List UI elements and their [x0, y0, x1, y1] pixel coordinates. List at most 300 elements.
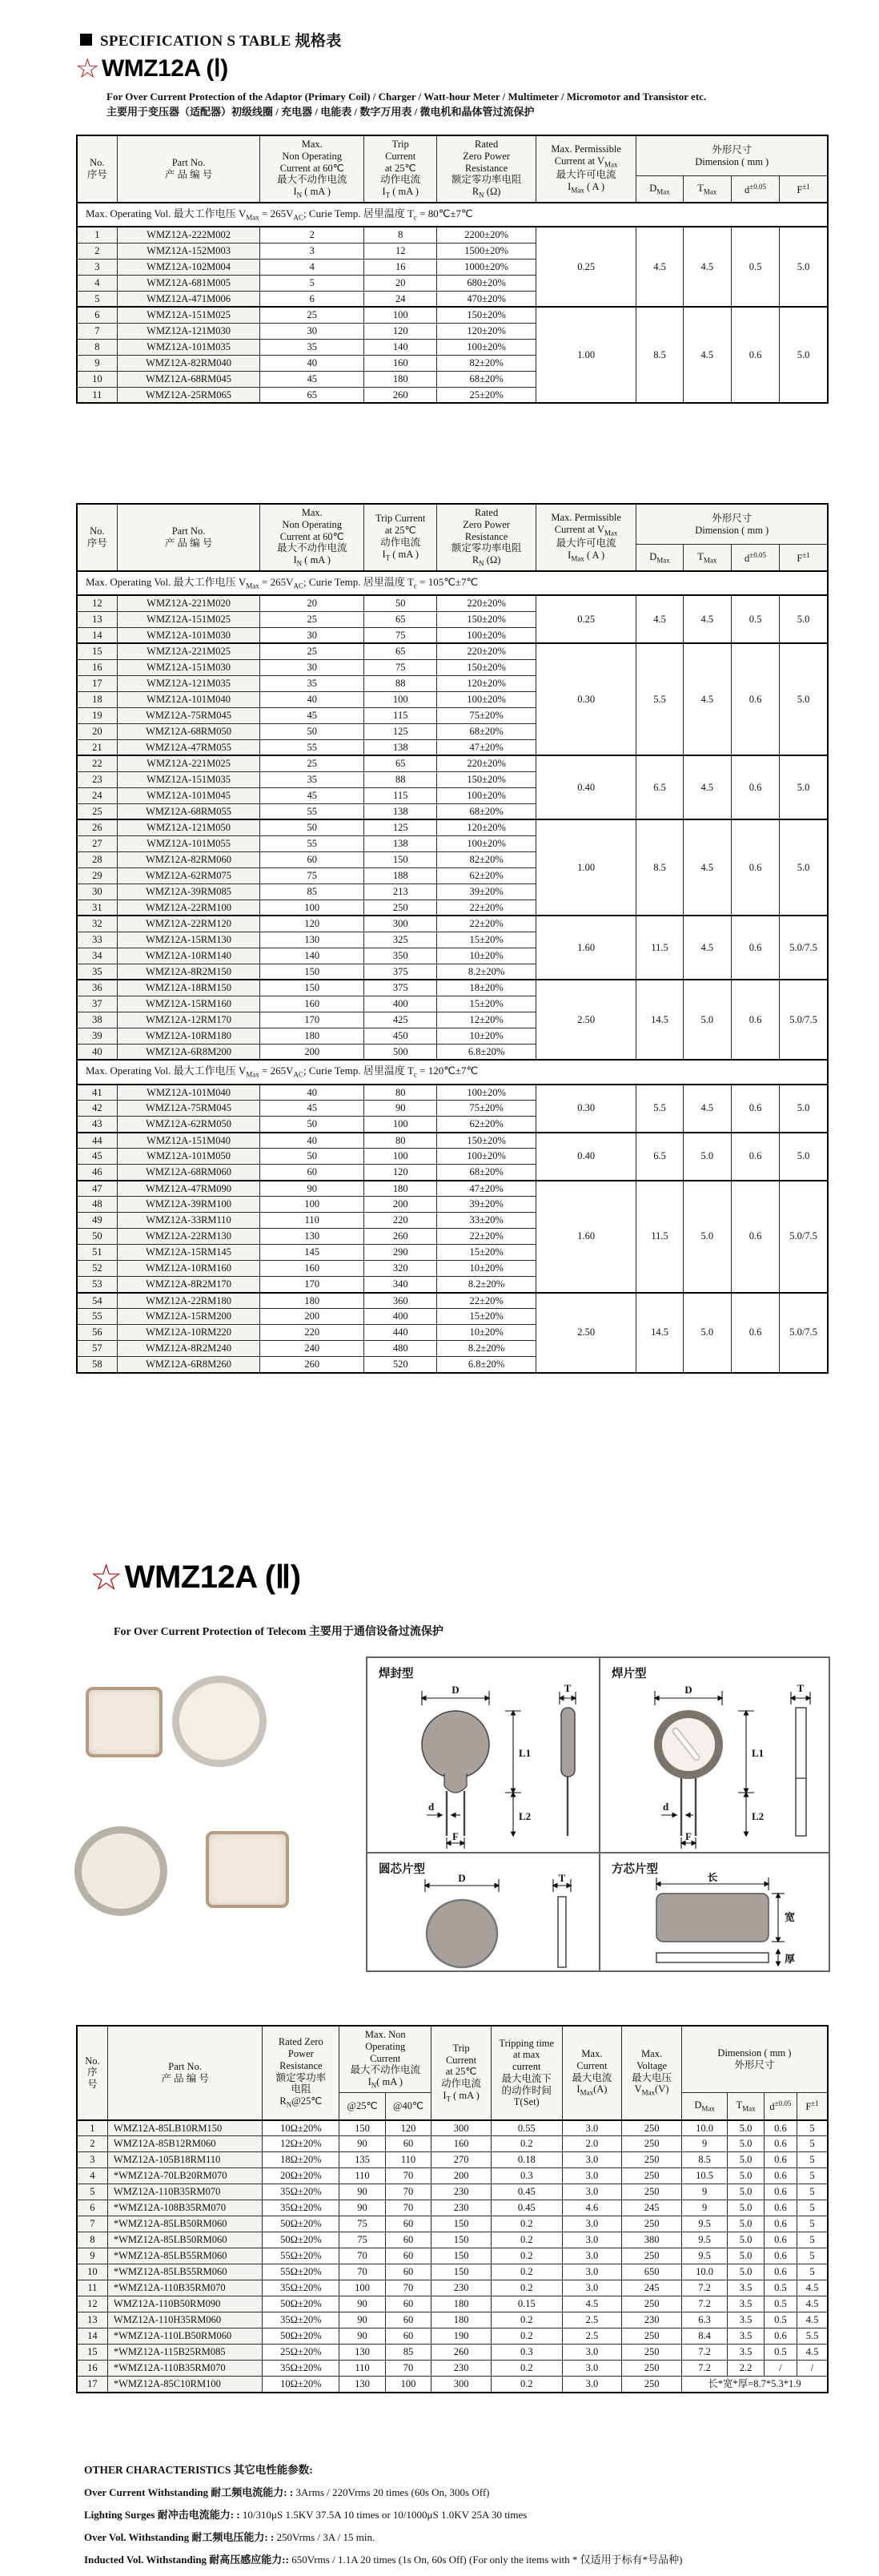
cell-imax: 0.25	[536, 595, 636, 643]
cell-tmax: 5.0	[728, 2136, 764, 2152]
cell-rn: 100±20%	[437, 787, 536, 803]
section2-description: For Over Current Protection of Telecom 主要用于通信设备过流保护	[114, 1626, 444, 1638]
cell-no: 28	[77, 851, 117, 867]
spec-row	[77, 2136, 828, 2152]
cell-f: 5.0	[780, 307, 828, 403]
cell-in: 30	[260, 659, 364, 675]
cell-part-no: WMZ12A-152M003	[117, 243, 260, 259]
cell-rn: 25Ω±20%	[263, 2345, 339, 2361]
header-in: Max. Non Operating Current at 60℃ 最大不动作电流 $I_N$ ( mA )	[260, 135, 364, 203]
cell-tset: 0.2	[491, 2216, 562, 2232]
cell-no: 15	[77, 643, 117, 659]
cell-no: 34	[77, 948, 117, 964]
cell-f: 5	[797, 2232, 828, 2248]
cell-imax: 3.0	[562, 2168, 622, 2184]
cell-imax: 3.0	[562, 2248, 622, 2264]
cell-tmax: 5.0	[728, 2248, 764, 2264]
header-dmax: $D_{Max}$	[636, 545, 683, 572]
svg-text:厚: 厚	[785, 1953, 796, 1965]
cell-no: 43	[77, 1117, 117, 1133]
cell-no: 6	[77, 2200, 107, 2216]
header-part: Part No. 产 品 编 号	[117, 135, 260, 203]
cell-in: 110	[260, 1213, 364, 1229]
cell-imax: 3.0	[562, 2345, 622, 2361]
cell-it: 150	[431, 2264, 492, 2280]
svg-text:L2: L2	[752, 1810, 765, 1822]
svg-text:L1: L1	[752, 1747, 765, 1759]
cell-part-no: *WMZ12A-110B35RM070	[107, 2280, 263, 2296]
cell-d: /	[764, 2361, 797, 2377]
cell-part-no: WMZ12A-22RM120	[117, 916, 260, 932]
cell-tset: 0.15	[491, 2296, 562, 2312]
cell-in25: 90	[339, 2136, 385, 2152]
cell-dmax: 8.4	[681, 2328, 727, 2345]
cell-in40: 60	[385, 2296, 431, 2312]
cell-vmax: 250	[622, 2296, 682, 2312]
cell-part-no: WMZ12A-62RM050	[117, 1117, 260, 1133]
cell-it: 75	[364, 659, 437, 675]
header-d: $d^{\pm 0.05}$	[731, 545, 779, 572]
cell-no: 13	[77, 2312, 107, 2328]
cell-vmax: 250	[622, 2248, 682, 2264]
cell-in: 100	[260, 1197, 364, 1213]
cell-rn: 68±20%	[437, 1165, 536, 1181]
cell-dmax: 9.5	[681, 2232, 727, 2248]
header-tmax: $T_{Max}$	[683, 545, 731, 572]
spec-row	[77, 1085, 828, 1101]
cell-part-no: WMZ12A-151M040	[117, 1133, 260, 1149]
cell-in: 160	[260, 996, 364, 1012]
cell-in: 180	[260, 1028, 364, 1044]
cell-tset: 0.45	[491, 2184, 562, 2200]
cell-no: 1	[77, 2120, 107, 2136]
cell-no: 12	[77, 595, 117, 611]
cell-dimension-merged: 长*宽*厚=8.7*5.3*1.9	[681, 2377, 828, 2393]
cell-in: 130	[260, 1229, 364, 1245]
cell-in: 25	[260, 643, 364, 659]
cell-imax: 4.6	[562, 2200, 622, 2216]
cell-it: 115	[364, 787, 437, 803]
cell-in40: 60	[385, 2136, 431, 2152]
cell-in40: 70	[385, 2168, 431, 2184]
cell-in: 85	[260, 883, 364, 900]
cell-it: 200	[364, 1197, 437, 1213]
cell-it: 150	[431, 2216, 492, 2232]
cell-imax: 0.30	[536, 1085, 636, 1133]
cell-in: 65	[260, 387, 364, 403]
cell-tmax: 2.2	[728, 2361, 764, 2377]
characteristic-line: Lighting Surges 耐冲击电流能力: : 10/310μS 1.5KV 37.5A 10 times or 10/1000μS 1.0KV 25A 30 times	[84, 2509, 528, 2521]
cell-no: 23	[77, 771, 117, 787]
cell-tmax: 5.0	[683, 1293, 731, 1373]
cell-tmax: 3.5	[728, 2328, 764, 2345]
cell-rn: 10Ω±20%	[263, 2377, 339, 2393]
cell-part-no: WMZ12A-6R8M200	[117, 1044, 260, 1060]
cell-imax: 3.0	[562, 2216, 622, 2232]
cell-part-no: WMZ12A-110H35RM060	[107, 2312, 263, 2328]
cell-no: 2	[77, 243, 117, 259]
cell-no: 5	[77, 2184, 107, 2200]
cell-it: 90	[364, 1101, 437, 1117]
cell-it: 230	[431, 2200, 492, 2216]
cell-rn: 150±20%	[437, 1133, 536, 1149]
cell-dmax: 7.2	[681, 2345, 727, 2361]
cell-rn: 10Ω±20%	[263, 2120, 339, 2136]
cell-part-no: *WMZ12A-108B35RM070	[107, 2200, 263, 2216]
cell-part-no: *WMZ12A-110B35RM070	[107, 2361, 263, 2377]
cell-no: 26	[77, 819, 117, 835]
diagram-label: 焊片型	[612, 1668, 647, 1680]
cell-no: 22	[77, 755, 117, 771]
operating-condition: Max. Operating Vol. 最大工作电压 $V_{Max} = 265V_{AC}$; Curie Temp. 居里温度 $T_c$ = 120℃±7℃	[77, 1060, 828, 1084]
cell-it: 375	[364, 980, 437, 996]
cell-rn: 2200±20%	[437, 227, 536, 243]
cell-no: 16	[77, 2361, 107, 2377]
operating-condition-row	[77, 1060, 828, 1084]
cell-imax: 1.00	[536, 307, 636, 403]
cell-in: 160	[260, 1261, 364, 1277]
cell-in: 3	[260, 243, 364, 259]
cell-rn: 20Ω±20%	[263, 2168, 339, 2184]
cell-tset: 0.3	[491, 2168, 562, 2184]
cell-it: 160	[431, 2136, 492, 2152]
cell-in25: 150	[339, 2120, 385, 2136]
cell-it: 8	[364, 227, 437, 243]
cell-part-no: WMZ12A-12RM170	[117, 1012, 260, 1028]
cell-part-no: WMZ12A-15RM130	[117, 932, 260, 948]
cell-rn: 35Ω±20%	[263, 2280, 339, 2296]
cell-part-no: WMZ12A-8R2M240	[117, 1341, 260, 1357]
cell-no: 2	[77, 2136, 107, 2152]
cell-part-no: WMZ12A-222M002	[117, 227, 260, 243]
cell-it: 260	[364, 1229, 437, 1245]
cell-tmax: 5.0	[728, 2232, 764, 2248]
cell-no: 3	[77, 259, 117, 275]
cell-dmax: 9.5	[681, 2248, 727, 2264]
spec-row	[77, 2345, 828, 2361]
cell-no: 3	[77, 2152, 107, 2168]
spec-row	[77, 2168, 828, 2184]
cell-part-no: *WMZ12A-85LB50RM060	[107, 2216, 263, 2232]
cell-rn: 50Ω±20%	[263, 2328, 339, 2345]
spec-row	[77, 2248, 828, 2264]
cell-part-no: WMZ12A-110B35RM070	[107, 2184, 263, 2200]
header-tmax: $T_{Max}$	[683, 176, 731, 203]
cell-in: 120	[260, 916, 364, 932]
cell-in25: 90	[339, 2296, 385, 2312]
cell-no: 27	[77, 835, 117, 851]
cell-part-no: WMZ12A-221M025	[117, 755, 260, 771]
cell-part-no: WMZ12A-68RM045	[117, 371, 260, 387]
cell-it: 120	[364, 323, 437, 339]
cell-it: 65	[364, 755, 437, 771]
cell-in: 200	[260, 1309, 364, 1325]
cell-it: 325	[364, 932, 437, 948]
header-dimension: 外形尺寸 Dimension ( mm )	[636, 135, 828, 176]
cell-it: 180	[431, 2296, 492, 2312]
cell-in25: 110	[339, 2168, 385, 2184]
cell-in40: 60	[385, 2216, 431, 2232]
cell-vmax: 250	[622, 2120, 682, 2136]
cell-f: 5.0/7.5	[780, 1293, 828, 1373]
cell-it: 138	[364, 835, 437, 851]
cell-in: 220	[260, 1325, 364, 1341]
cell-in: 35	[260, 339, 364, 355]
diagram-label: 焊封型	[379, 1668, 414, 1680]
cell-tmax: 5.0	[683, 980, 731, 1060]
cell-part-no: WMZ12A-151M025	[117, 307, 260, 323]
cell-f: 4.5	[797, 2345, 828, 2361]
cell-part-no: *WMZ12A-85LB50RM060	[107, 2232, 263, 2248]
cell-dmax: 8.5	[681, 2152, 727, 2168]
cell-vmax: 250	[622, 2184, 682, 2200]
cell-dmax: 10.5	[681, 2168, 727, 2184]
cell-part-no: WMZ12A-68RM060	[117, 1165, 260, 1181]
cell-rn: 68±20%	[437, 723, 536, 739]
operating-condition: Max. Operating Vol. 最大工作电压 $V_{Max} = 265V_{AC}$; Curie Temp. 居里温度 $T_c$ = 105℃±7℃	[77, 571, 828, 595]
cell-vmax: 250	[622, 2345, 682, 2361]
svg-text:F: F	[452, 1830, 459, 1842]
cell-in: 170	[260, 1277, 364, 1293]
cell-part-no: WMZ12A-8R2M150	[117, 964, 260, 980]
cell-in: 55	[260, 739, 364, 755]
cell-it: 150	[431, 2248, 492, 2264]
cell-in25: 75	[339, 2232, 385, 2248]
svg-text:F: F	[685, 1830, 692, 1842]
cell-dmax: 10.0	[681, 2120, 727, 2136]
cell-part-no: WMZ12A-68RM050	[117, 723, 260, 739]
spec-row	[77, 595, 828, 611]
cell-it: 180	[364, 371, 437, 387]
other-characteristics	[84, 2461, 821, 2574]
header-imax: Max. Permissible Current at $V_{Max}$ 最大许可电流 $I_{Max}$ ( A )	[536, 135, 636, 203]
cell-no: 10	[77, 371, 117, 387]
cell-part-no: *WMZ12A-85LB55RM060	[107, 2264, 263, 2280]
cell-dmax: 7.2	[681, 2280, 727, 2296]
cell-d: 0.6	[764, 2120, 797, 2136]
page-title	[80, 29, 342, 50]
header-it: Trip Current at 25℃ 动作电流 $I_T$ ( mA )	[431, 2026, 492, 2120]
cell-rn: 15±20%	[437, 1309, 536, 1325]
cell-d: 0.5	[764, 2312, 797, 2328]
cell-rn: 100±20%	[437, 835, 536, 851]
cell-tset: 0.2	[491, 2280, 562, 2296]
spec-row	[77, 2120, 828, 2136]
cell-rn: 68±20%	[437, 803, 536, 819]
cell-no: 30	[77, 883, 117, 900]
cell-it: 80	[364, 1085, 437, 1101]
header-imax: Max. Current 最大电流 $I_{Max}(A)$	[562, 2026, 622, 2120]
spec-row	[77, 755, 828, 771]
cell-d: 0.6	[731, 643, 779, 755]
cell-no: 10	[77, 2264, 107, 2280]
cell-no: 49	[77, 1213, 117, 1229]
cell-no: 44	[77, 1133, 117, 1149]
spec-row	[77, 2200, 828, 2216]
cell-d: 0.6	[764, 2232, 797, 2248]
cell-imax: 3.0	[562, 2152, 622, 2168]
header-dmax: $D_{Max}$	[681, 2093, 727, 2120]
cell-d: 0.5	[731, 595, 779, 643]
cell-imax: 2.5	[562, 2328, 622, 2345]
cell-d: 0.6	[764, 2152, 797, 2168]
cell-tset: 0.2	[491, 2232, 562, 2248]
cell-in: 6	[260, 291, 364, 307]
cell-imax: 3.0	[562, 2280, 622, 2296]
cell-it: 20	[364, 275, 437, 291]
cell-dmax: 5.5	[636, 1085, 683, 1133]
cell-it: 360	[364, 1293, 437, 1309]
figures-area	[52, 1648, 833, 1977]
cell-it: 180	[364, 1181, 437, 1197]
cell-it: 88	[364, 771, 437, 787]
cell-in: 50	[260, 723, 364, 739]
cell-part-no: WMZ12A-151M025	[117, 611, 260, 627]
cell-part-no: WMZ12A-121M050	[117, 819, 260, 835]
cell-no: 13	[77, 611, 117, 627]
cell-it: 12	[364, 243, 437, 259]
cell-f: 5	[797, 2248, 828, 2264]
cell-d: 0.6	[731, 1133, 779, 1181]
header-it: Trip Current at 25℃ 动作电流 $I_T$ ( mA )	[364, 135, 437, 203]
cell-rn: 25±20%	[437, 387, 536, 403]
cell-in: 130	[260, 932, 364, 948]
cell-imax: 0.30	[536, 643, 636, 755]
cell-rn: 220±20%	[437, 595, 536, 611]
cell-tmax: 4.5	[683, 755, 731, 819]
cell-rn: 50Ω±20%	[263, 2296, 339, 2312]
cell-part-no: WMZ12A-105B18RM110	[107, 2152, 263, 2168]
cell-it: 260	[431, 2345, 492, 2361]
cell-imax: 1.60	[536, 1181, 636, 1293]
cell-part-no: WMZ12A-39RM085	[117, 883, 260, 900]
cell-f: 4.5	[797, 2296, 828, 2312]
cell-no: 31	[77, 900, 117, 916]
cell-tmax: 4.5	[683, 819, 731, 916]
cell-tmax: 5.0	[728, 2200, 764, 2216]
cell-no: 38	[77, 1012, 117, 1028]
cell-f: 5.0/7.5	[780, 980, 828, 1060]
cell-rn: 220±20%	[437, 643, 536, 659]
cell-no: 11	[77, 387, 117, 403]
cell-tmax: 4.5	[683, 307, 731, 403]
cell-it: 138	[364, 739, 437, 755]
cell-in: 180	[260, 1293, 364, 1309]
cell-rn: 35Ω±20%	[263, 2200, 339, 2216]
cell-no: 17	[77, 675, 117, 691]
cell-rn: 6.8±20%	[437, 1357, 536, 1373]
cell-it: 100	[364, 691, 437, 707]
spec-row	[77, 2152, 828, 2168]
cell-it: 480	[364, 1341, 437, 1357]
cell-in: 20	[260, 595, 364, 611]
cell-part-no: *WMZ12A-85LB55RM060	[107, 2248, 263, 2264]
cell-rn: 1000±20%	[437, 259, 536, 275]
cell-in: 50	[260, 1117, 364, 1133]
cell-d: 0.6	[731, 1293, 779, 1373]
cell-part-no: WMZ12A-22RM130	[117, 1229, 260, 1245]
cell-rn: 82±20%	[437, 851, 536, 867]
cell-rn: 68±20%	[437, 371, 536, 387]
cell-rn: 75±20%	[437, 707, 536, 723]
cell-it: 520	[364, 1357, 437, 1373]
spec-row	[77, 227, 828, 243]
cell-f: 5.0/7.5	[780, 916, 828, 980]
cell-in: 50	[260, 1149, 364, 1165]
cell-tmax: 5.0	[728, 2168, 764, 2184]
cell-it: 88	[364, 675, 437, 691]
cell-d: 0.6	[731, 980, 779, 1060]
cell-rn: 18Ω±20%	[263, 2152, 339, 2168]
cell-no: 6	[77, 307, 117, 323]
header-f: $F^{\pm 1}$	[780, 176, 828, 203]
cell-it: 100	[364, 1149, 437, 1165]
cell-tmax: 5.0	[728, 2120, 764, 2136]
cell-it: 16	[364, 259, 437, 275]
cell-in: 30	[260, 323, 364, 339]
cell-in: 55	[260, 835, 364, 851]
cell-part-no: WMZ12A-121M030	[117, 323, 260, 339]
cell-rn: 12±20%	[437, 1012, 536, 1028]
cell-it: 125	[364, 723, 437, 739]
operating-condition: Max. Operating Vol. 最大工作电压 $V_{Max} = 265V_{AC}$; Curie Temp. 居里温度 $T_c$ = 80℃±7℃	[77, 203, 828, 227]
cell-imax: 3.0	[562, 2361, 622, 2377]
cell-tset: 0.55	[491, 2120, 562, 2136]
cell-vmax: 250	[622, 2328, 682, 2345]
cell-rn: 470±20%	[437, 291, 536, 307]
cell-rn: 47±20%	[437, 739, 536, 755]
header-imax: Max. Permissible Current at $V_{Max}$ 最大许可电流 $I_{Max}$ ( A )	[536, 504, 636, 571]
cell-no: 19	[77, 707, 117, 723]
cell-rn: 62±20%	[437, 1117, 536, 1133]
cell-in25: 90	[339, 2328, 385, 2345]
cell-imax: 0.25	[536, 227, 636, 307]
cell-in: 75	[260, 867, 364, 883]
cell-part-no: WMZ12A-15RM160	[117, 996, 260, 1012]
cell-part-no: WMZ12A-151M030	[117, 659, 260, 675]
cell-part-no: WMZ12A-82RM060	[117, 851, 260, 867]
spec-row	[77, 980, 828, 996]
cell-part-no: WMZ12A-221M025	[117, 643, 260, 659]
dimension-diagram-box	[366, 1656, 830, 1972]
cell-vmax: 250	[622, 2361, 682, 2377]
cell-in40: 70	[385, 2200, 431, 2216]
cell-dmax: 9	[681, 2200, 727, 2216]
cell-rn: 22±20%	[437, 916, 536, 932]
header-rn: Rated Zero Power Resistance 额定零功率电阻 $R_N$ (Ω)	[437, 504, 536, 571]
cell-dmax: 9	[681, 2184, 727, 2200]
svg-text:d: d	[428, 1801, 435, 1813]
cell-no: 14	[77, 2328, 107, 2345]
cell-it: 138	[364, 803, 437, 819]
cell-no: 36	[77, 980, 117, 996]
cell-tset: 0.2	[491, 2312, 562, 2328]
diagram-round-chip-type	[367, 1854, 599, 1974]
cell-f: 5.0	[780, 1085, 828, 1133]
cell-imax: 1.00	[536, 819, 636, 916]
cell-it: 260	[364, 387, 437, 403]
cell-dmax: 10.0	[681, 2264, 727, 2280]
component-photo-disc	[74, 1826, 167, 1916]
cell-tmax: 4.5	[683, 227, 731, 307]
component-photo-square-chip	[206, 1831, 289, 1908]
cell-rn: 150±20%	[437, 307, 536, 323]
cell-it: 180	[431, 2312, 492, 2328]
cell-in40: 70	[385, 2361, 431, 2377]
cell-rn: 100±20%	[437, 339, 536, 355]
cell-rn: 680±20%	[437, 275, 536, 291]
characteristic-line: Over Vol. Withstanding 耐工频电压能力: : 250Vrms / 3A / 15 min.	[84, 2531, 375, 2543]
